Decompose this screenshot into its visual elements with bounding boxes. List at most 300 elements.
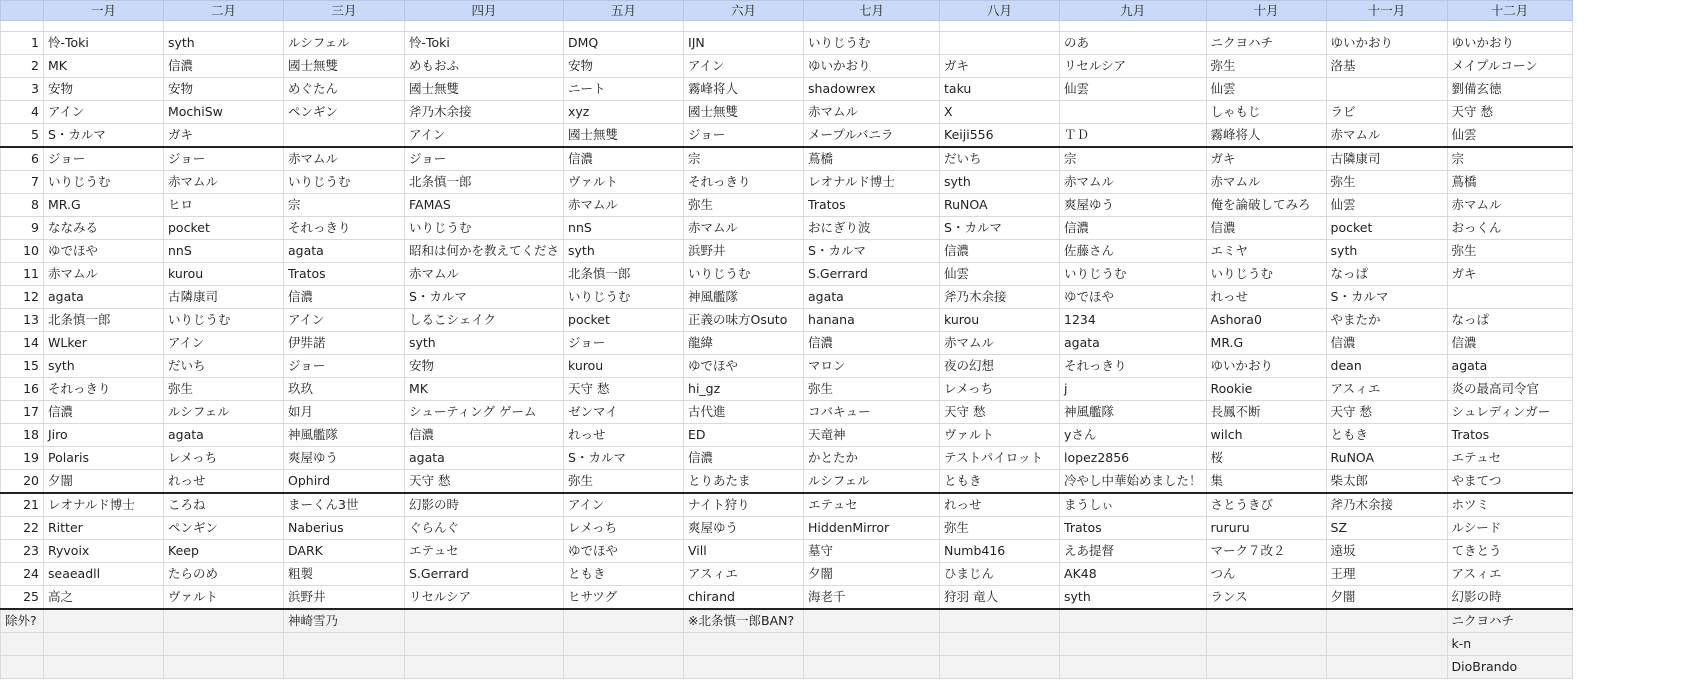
cell[interactable] — [684, 633, 804, 656]
row-number[interactable]: 22 — [1, 517, 44, 540]
cell[interactable]: ジョー — [284, 355, 405, 378]
cell[interactable]: kurou — [564, 355, 684, 378]
cell[interactable]: ガキ — [1447, 263, 1572, 286]
cell[interactable]: 夜の幻想 — [940, 355, 1060, 378]
cell[interactable]: 仙雲 — [1447, 124, 1572, 148]
cell[interactable]: ニクヨハチ — [1206, 32, 1326, 55]
cell[interactable]: 赤マムル — [1447, 194, 1572, 217]
cell[interactable]: S.Gerrard — [405, 563, 564, 586]
row-number[interactable]: 6 — [1, 147, 44, 171]
cell[interactable]: MR.G — [44, 194, 164, 217]
row-number[interactable]: 12 — [1, 286, 44, 309]
cell[interactable]: しるこシェイク — [405, 309, 564, 332]
cell[interactable]: マーク７改２ — [1206, 540, 1326, 563]
cell[interactable]: 神風艦隊 — [1060, 401, 1207, 424]
cell[interactable] — [405, 656, 564, 679]
cell[interactable]: 霧峰将人 — [1206, 124, 1326, 148]
cell[interactable] — [284, 656, 405, 679]
cell[interactable]: FAMAS — [405, 194, 564, 217]
cell[interactable]: ヴァルト — [164, 586, 284, 610]
cell[interactable] — [564, 633, 684, 656]
cell[interactable]: S・カルマ — [564, 447, 684, 470]
cell[interactable]: Ophird — [284, 470, 405, 494]
cell[interactable]: マロン — [804, 355, 940, 378]
cell[interactable]: SZ — [1326, 517, 1447, 540]
cell[interactable]: それっきり — [1060, 355, 1207, 378]
cell[interactable]: いりじうむ — [564, 286, 684, 309]
cell[interactable]: ガキ — [940, 55, 1060, 78]
cell[interactable]: 天守 愁 — [1326, 401, 1447, 424]
cell[interactable]: アスィエ — [1326, 378, 1447, 401]
cell[interactable]: 赤マムル — [405, 263, 564, 286]
cell[interactable]: 古隣康司 — [1326, 147, 1447, 171]
cell[interactable]: 1234 — [1060, 309, 1207, 332]
cell[interactable]: 信濃 — [164, 55, 284, 78]
cell[interactable]: RuNOA — [940, 194, 1060, 217]
cell[interactable]: 幻影の時 — [1447, 586, 1572, 610]
cell[interactable]: さとうきび — [1206, 493, 1326, 517]
cell[interactable]: それっきり — [684, 171, 804, 194]
cell[interactable]: ともき — [1326, 424, 1447, 447]
cell[interactable]: しゃもじ — [1206, 101, 1326, 124]
cell[interactable]: xyz — [564, 101, 684, 124]
row-number[interactable]: 3 — [1, 78, 44, 101]
cell[interactable]: 天守 愁 — [1447, 101, 1572, 124]
cell[interactable]: 北条慎一郎 — [44, 309, 164, 332]
cell[interactable]: レオナルド博士 — [44, 493, 164, 517]
cell[interactable]: 劉備玄徳 — [1447, 78, 1572, 101]
cell[interactable]: 爽屋ゆう — [1060, 194, 1207, 217]
row-number[interactable]: 15 — [1, 355, 44, 378]
row-number[interactable]: 23 — [1, 540, 44, 563]
cell[interactable]: MR.G — [1206, 332, 1326, 355]
cell[interactable]: アスィエ — [1447, 563, 1572, 586]
cell[interactable]: 怜-Toki — [405, 32, 564, 55]
cell[interactable]: 仙雲 — [940, 263, 1060, 286]
cell[interactable] — [1206, 633, 1326, 656]
cell[interactable]: AK48 — [1060, 563, 1207, 586]
cell[interactable]: 北条慎一郎 — [405, 171, 564, 194]
month-header[interactable]: 二月 — [164, 1, 284, 21]
cell[interactable]: ジョー — [44, 147, 164, 171]
cell[interactable]: 霧峰将人 — [684, 78, 804, 101]
cell[interactable]: chirand — [684, 586, 804, 610]
cell[interactable]: 炎の最高司令官 — [1447, 378, 1572, 401]
cell[interactable]: 國士無雙 — [405, 78, 564, 101]
cell[interactable] — [164, 656, 284, 679]
cell[interactable]: hi_gz — [684, 378, 804, 401]
cell[interactable] — [564, 656, 684, 679]
cell[interactable]: 信濃 — [1326, 332, 1447, 355]
cell[interactable]: 弥生 — [1326, 171, 1447, 194]
cell[interactable]: 信濃 — [940, 240, 1060, 263]
cell[interactable]: ひまじん — [940, 563, 1060, 586]
cell[interactable]: 斧乃木余接 — [940, 286, 1060, 309]
row-number[interactable]: 17 — [1, 401, 44, 424]
cell[interactable]: 洛基 — [1326, 55, 1447, 78]
cell[interactable]: だいち — [164, 355, 284, 378]
cell[interactable]: 赤マムル — [564, 194, 684, 217]
cell[interactable]: 弥生 — [1206, 55, 1326, 78]
cell[interactable]: エミヤ — [1206, 240, 1326, 263]
row-number[interactable]: 4 — [1, 101, 44, 124]
cell[interactable] — [44, 633, 164, 656]
cell[interactable]: 俺を論破してみろ — [1206, 194, 1326, 217]
cell[interactable]: ゆでほや — [44, 240, 164, 263]
row-number[interactable]: 9 — [1, 217, 44, 240]
cell[interactable]: 幻影の時 — [405, 493, 564, 517]
cell[interactable]: lopez2856 — [1060, 447, 1207, 470]
cell[interactable]: アイン — [284, 309, 405, 332]
month-header[interactable]: 六月 — [684, 1, 804, 21]
cell[interactable]: 弥生 — [804, 378, 940, 401]
cell[interactable]: Ritter — [44, 517, 164, 540]
cell[interactable]: 天竜神 — [804, 424, 940, 447]
cell[interactable]: 國士無雙 — [564, 124, 684, 148]
row-label[interactable] — [1, 633, 44, 656]
cell[interactable]: 遠坂 — [1326, 540, 1447, 563]
cell[interactable]: Tratos — [284, 263, 405, 286]
month-header[interactable]: 七月 — [804, 1, 940, 21]
cell[interactable]: hanana — [804, 309, 940, 332]
cell[interactable] — [1326, 78, 1447, 101]
cell[interactable]: 夕闇 — [1326, 586, 1447, 610]
cell[interactable]: syth — [1060, 586, 1207, 610]
cell[interactable]: agata — [1060, 332, 1207, 355]
cell[interactable] — [405, 609, 564, 633]
cell[interactable] — [1060, 101, 1207, 124]
cell[interactable]: 宗 — [1060, 147, 1207, 171]
cell[interactable] — [684, 656, 804, 679]
cell[interactable]: めもおふ — [405, 55, 564, 78]
cell[interactable]: レメっち — [164, 447, 284, 470]
cell[interactable]: とりあたま — [684, 470, 804, 494]
cell[interactable]: エテュセ — [1447, 447, 1572, 470]
cell[interactable]: S・カルマ — [44, 124, 164, 148]
cell[interactable]: S・カルマ — [940, 217, 1060, 240]
cell[interactable]: 佐藤さん — [1060, 240, 1207, 263]
cell[interactable]: ペンギン — [284, 101, 405, 124]
cell[interactable]: いりじうむ — [164, 309, 284, 332]
cell[interactable]: Tratos — [1447, 424, 1572, 447]
cell[interactable] — [564, 609, 684, 633]
cell[interactable]: 蔦橋 — [1447, 171, 1572, 194]
cell[interactable] — [940, 656, 1060, 679]
cell[interactable]: ＴＤ — [1060, 124, 1207, 148]
month-header[interactable]: 一月 — [44, 1, 164, 21]
cell[interactable]: ゆいかおり — [1206, 355, 1326, 378]
cell[interactable]: 伊弉諾 — [284, 332, 405, 355]
cell[interactable]: 如月 — [284, 401, 405, 424]
cell[interactable]: yさん — [1060, 424, 1207, 447]
cell[interactable]: Ashora0 — [1206, 309, 1326, 332]
cell[interactable]: なっぱ — [1326, 263, 1447, 286]
cell[interactable]: Naberius — [284, 517, 405, 540]
cell[interactable]: シューティング ゲーム — [405, 401, 564, 424]
cell[interactable]: ゆいかおり — [804, 55, 940, 78]
row-number[interactable]: 25 — [1, 586, 44, 610]
cell[interactable]: 斧乃木余接 — [405, 101, 564, 124]
cell[interactable]: ※北条慎一郎BAN? — [684, 609, 804, 633]
cell[interactable]: 桜 — [1206, 447, 1326, 470]
cell[interactable]: それっきり — [284, 217, 405, 240]
cell[interactable]: 國士無雙 — [684, 101, 804, 124]
cell[interactable]: S・カルマ — [804, 240, 940, 263]
corner-cell[interactable] — [1, 1, 44, 21]
cell[interactable]: エテュセ — [804, 493, 940, 517]
cell[interactable]: Vill — [684, 540, 804, 563]
cell[interactable] — [284, 633, 405, 656]
cell[interactable]: syth — [405, 332, 564, 355]
cell[interactable]: Ryvoix — [44, 540, 164, 563]
cell[interactable]: 柴太郎 — [1326, 470, 1447, 494]
cell[interactable]: 怜-Toki — [44, 32, 164, 55]
cell[interactable]: 赤マムル — [164, 171, 284, 194]
cell[interactable]: 海老千 — [804, 586, 940, 610]
cell[interactable]: いりじうむ — [804, 32, 940, 55]
cell[interactable]: レメっち — [940, 378, 1060, 401]
cell[interactable]: ヴァルト — [940, 424, 1060, 447]
cell[interactable]: Numb416 — [940, 540, 1060, 563]
cell[interactable]: k-n — [1447, 633, 1572, 656]
cell[interactable]: いりじうむ — [1060, 263, 1207, 286]
cell[interactable]: かとたか — [804, 447, 940, 470]
cell[interactable]: 弥生 — [940, 517, 1060, 540]
cell[interactable] — [1060, 656, 1207, 679]
cell[interactable]: 信濃 — [405, 424, 564, 447]
cell[interactable]: 赤マムル — [44, 263, 164, 286]
cell[interactable]: IJN — [684, 32, 804, 55]
cell[interactable]: ななみる — [44, 217, 164, 240]
cell[interactable]: おにぎり波 — [804, 217, 940, 240]
cell[interactable]: エテュセ — [405, 540, 564, 563]
month-header[interactable]: 四月 — [405, 1, 564, 21]
cell[interactable]: nnS — [164, 240, 284, 263]
cell[interactable]: のあ — [1060, 32, 1207, 55]
cell[interactable]: Jiro — [44, 424, 164, 447]
row-label[interactable]: 除外? — [1, 609, 44, 633]
row-number[interactable]: 16 — [1, 378, 44, 401]
cell[interactable] — [1206, 609, 1326, 633]
cell[interactable]: pocket — [164, 217, 284, 240]
cell[interactable]: wilch — [1206, 424, 1326, 447]
cell[interactable]: ゆでほや — [564, 540, 684, 563]
cell[interactable]: ぐらんぐ — [405, 517, 564, 540]
cell[interactable]: ジョー — [684, 124, 804, 148]
cell[interactable]: ジョー — [564, 332, 684, 355]
cell[interactable]: S.Gerrard — [804, 263, 940, 286]
cell[interactable]: agata — [804, 286, 940, 309]
cell[interactable]: 天守 愁 — [405, 470, 564, 494]
cell[interactable]: いりじうむ — [44, 171, 164, 194]
cell[interactable]: 國士無雙 — [284, 55, 405, 78]
cell[interactable]: なっぱ — [1447, 309, 1572, 332]
cell[interactable]: ルシフェル — [164, 401, 284, 424]
cell[interactable]: 仙雲 — [1206, 78, 1326, 101]
cell[interactable]: ニート — [564, 78, 684, 101]
cell[interactable]: kurou — [940, 309, 1060, 332]
cell[interactable]: syth — [164, 32, 284, 55]
row-number[interactable]: 7 — [1, 171, 44, 194]
cell[interactable]: 弥生 — [564, 470, 684, 494]
cell[interactable]: 信濃 — [284, 286, 405, 309]
cell[interactable]: アイン — [405, 124, 564, 148]
cell[interactable]: ころね — [164, 493, 284, 517]
cell[interactable]: まーくん3世 — [284, 493, 405, 517]
cell[interactable]: taku — [940, 78, 1060, 101]
cell[interactable]: 赤マムル — [1326, 124, 1447, 148]
cell[interactable]: 安物 — [405, 355, 564, 378]
cell[interactable]: 安物 — [564, 55, 684, 78]
row-number[interactable]: 20 — [1, 470, 44, 494]
cell[interactable]: syth — [564, 240, 684, 263]
cell[interactable]: X — [940, 101, 1060, 124]
cell[interactable]: てきとう — [1447, 540, 1572, 563]
row-number[interactable]: 18 — [1, 424, 44, 447]
cell[interactable] — [405, 633, 564, 656]
cell[interactable]: ジョー — [164, 147, 284, 171]
cell[interactable]: 赤マムル — [1060, 171, 1207, 194]
cell[interactable]: ヴァルト — [564, 171, 684, 194]
cell[interactable] — [1206, 656, 1326, 679]
cell[interactable] — [804, 609, 940, 633]
cell[interactable]: syth — [1326, 240, 1447, 263]
cell[interactable]: 弥生 — [1447, 240, 1572, 263]
cell[interactable] — [1060, 633, 1207, 656]
cell[interactable]: 天守 愁 — [940, 401, 1060, 424]
cell[interactable]: 浜野井 — [684, 240, 804, 263]
cell[interactable]: shadowrex — [804, 78, 940, 101]
cell[interactable]: アイン — [564, 493, 684, 517]
cell[interactable]: ED — [684, 424, 804, 447]
cell[interactable]: agata — [1447, 355, 1572, 378]
cell[interactable]: S・カルマ — [1326, 286, 1447, 309]
cell[interactable]: 斧乃木余接 — [1326, 493, 1447, 517]
cell[interactable]: 墓守 — [804, 540, 940, 563]
month-header[interactable]: 五月 — [564, 1, 684, 21]
cell[interactable]: 安物 — [164, 78, 284, 101]
month-header[interactable]: 八月 — [940, 1, 1060, 21]
cell[interactable]: アイン — [684, 55, 804, 78]
cell[interactable]: いりじうむ — [284, 171, 405, 194]
cell[interactable]: agata — [284, 240, 405, 263]
cell[interactable]: seaeadll — [44, 563, 164, 586]
cell[interactable]: 神風艦隊 — [684, 286, 804, 309]
cell[interactable] — [940, 633, 1060, 656]
cell[interactable]: 神崎雪乃 — [284, 609, 405, 633]
cell[interactable]: 赤マムル — [1206, 171, 1326, 194]
row-number[interactable]: 11 — [1, 263, 44, 286]
month-header[interactable]: 十二月 — [1447, 1, 1572, 21]
cell[interactable]: ともき — [564, 563, 684, 586]
cell[interactable]: れっせ — [940, 493, 1060, 517]
cell[interactable]: 玖玖 — [284, 378, 405, 401]
cell[interactable]: 赤マムル — [684, 217, 804, 240]
cell[interactable]: DioBrando — [1447, 656, 1572, 679]
cell[interactable]: それっきり — [44, 378, 164, 401]
cell[interactable]: pocket — [1326, 217, 1447, 240]
cell[interactable]: 信濃 — [564, 147, 684, 171]
cell[interactable]: ガキ — [164, 124, 284, 148]
cell[interactable]: 高之 — [44, 586, 164, 610]
row-number[interactable]: 2 — [1, 55, 44, 78]
cell[interactable]: アイン — [164, 332, 284, 355]
cell[interactable]: 神風艦隊 — [284, 424, 405, 447]
cell[interactable]: pocket — [564, 309, 684, 332]
cell[interactable]: 正義の味方Osuto — [684, 309, 804, 332]
cell[interactable]: ジョー — [405, 147, 564, 171]
cell[interactable]: agata — [44, 286, 164, 309]
cell[interactable]: メイプルコーン — [1447, 55, 1572, 78]
cell[interactable]: 信濃 — [1447, 332, 1572, 355]
cell[interactable]: 王理 — [1326, 563, 1447, 586]
cell[interactable]: テストパイロット — [940, 447, 1060, 470]
month-header[interactable]: 十月 — [1206, 1, 1326, 21]
cell[interactable]: Keiji556 — [940, 124, 1060, 148]
cell[interactable]: 爽屋ゆう — [284, 447, 405, 470]
cell[interactable]: つん — [1206, 563, 1326, 586]
cell[interactable]: 浜野井 — [284, 586, 405, 610]
cell[interactable] — [1326, 609, 1447, 633]
month-header[interactable]: 三月 — [284, 1, 405, 21]
cell[interactable]: RuNOA — [1326, 447, 1447, 470]
cell[interactable]: シュレディンガー — [1447, 401, 1572, 424]
cell[interactable]: ラビ — [1326, 101, 1447, 124]
cell[interactable]: 宗 — [684, 147, 804, 171]
cell[interactable]: コバキュー — [804, 401, 940, 424]
row-number[interactable]: 19 — [1, 447, 44, 470]
cell[interactable]: レメっち — [564, 517, 684, 540]
cell[interactable]: 宗 — [1447, 147, 1572, 171]
cell[interactable]: えあ提督 — [1060, 540, 1207, 563]
cell[interactable]: DMQ — [564, 32, 684, 55]
row-number[interactable]: 5 — [1, 124, 44, 148]
cell[interactable]: いりじうむ — [684, 263, 804, 286]
cell[interactable] — [1060, 609, 1207, 633]
cell[interactable]: 夕闇 — [44, 470, 164, 494]
cell[interactable]: j — [1060, 378, 1207, 401]
cell[interactable] — [940, 32, 1060, 55]
cell[interactable]: リセルシア — [1060, 55, 1207, 78]
cell[interactable]: ゆでほや — [684, 355, 804, 378]
cell[interactable]: 赤マムル — [804, 101, 940, 124]
cell[interactable]: MK — [44, 55, 164, 78]
cell[interactable]: ともき — [940, 470, 1060, 494]
cell[interactable]: Tratos — [804, 194, 940, 217]
cell[interactable]: だいち — [940, 147, 1060, 171]
cell[interactable]: レオナルド博士 — [804, 171, 940, 194]
cell[interactable]: 弥生 — [164, 378, 284, 401]
cell[interactable]: メープルバニラ — [804, 124, 940, 148]
cell[interactable] — [1447, 286, 1572, 309]
cell[interactable]: Tratos — [1060, 517, 1207, 540]
cell[interactable]: 北条慎一郎 — [564, 263, 684, 286]
row-number[interactable]: 13 — [1, 309, 44, 332]
cell[interactable]: nnS — [564, 217, 684, 240]
cell[interactable]: 爽屋ゆう — [684, 517, 804, 540]
cell[interactable]: 古代進 — [684, 401, 804, 424]
cell[interactable]: 昭和は何かを教えてくださ — [405, 240, 564, 263]
row-number[interactable]: 8 — [1, 194, 44, 217]
cell[interactable]: ヒサツグ — [564, 586, 684, 610]
month-header[interactable]: 九月 — [1060, 1, 1207, 21]
cell[interactable]: 仙雲 — [1326, 194, 1447, 217]
cell[interactable]: リセルシア — [405, 586, 564, 610]
cell[interactable]: S・カルマ — [405, 286, 564, 309]
cell[interactable]: Rookie — [1206, 378, 1326, 401]
cell[interactable]: 夕闇 — [804, 563, 940, 586]
cell[interactable]: DARK — [284, 540, 405, 563]
